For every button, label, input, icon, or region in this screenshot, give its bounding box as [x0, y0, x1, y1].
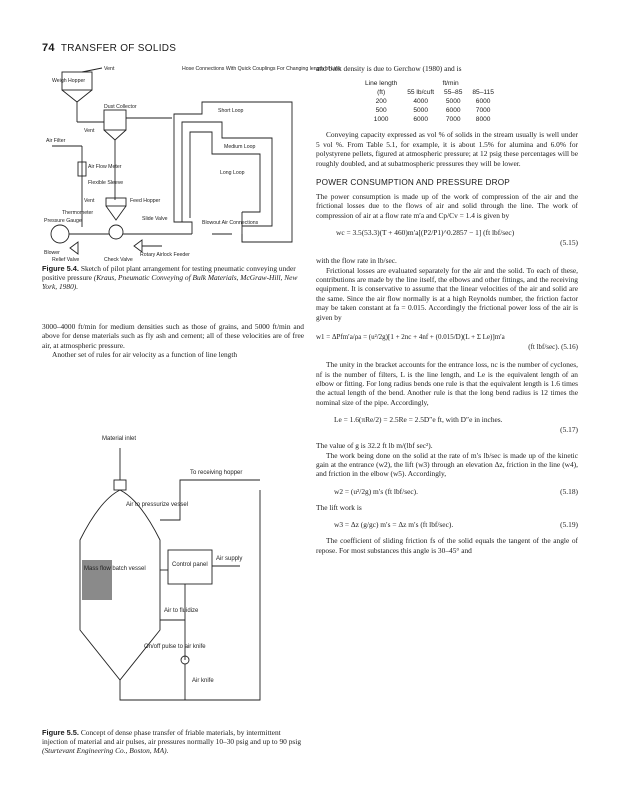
- table-subheader: 55–85: [444, 89, 463, 97]
- table-row: 1000 6000 7000 8000: [373, 116, 491, 124]
- table-header-ft: (ft): [377, 89, 386, 97]
- label-weigh-hopper: Weigh Hopper: [52, 78, 86, 84]
- running-title: TRANSFER OF SOLIDS: [60, 43, 177, 54]
- label-to-receiving-hopper: To receiving hopper: [190, 470, 243, 476]
- equation-5-15: wc = 3.5(53.3)(T + 460)m′a[(P2/P1)^0.2857 − 1] (ft lbf/sec) (5.15): [336, 228, 578, 248]
- label-thermometer: Thermometer: [62, 210, 94, 216]
- label-blowout-air: Blowout Air Connections: [202, 220, 259, 226]
- label-rotary-feeder: Rotary Airlock Feeder: [140, 252, 190, 258]
- right-column: [316, 64, 578, 555]
- equation-5-18: w2 = (u²/2g) m′s (ft lbf/sec). (5.18): [334, 486, 578, 496]
- pilot-plant-diagram: [42, 62, 341, 263]
- label-feed-hopper: Feed Hopper: [130, 198, 161, 204]
- label-air-knife: Air knife: [192, 678, 214, 684]
- label-slide-valve: Slide Valve: [142, 216, 168, 222]
- table-header-ftmin: ft/min: [442, 80, 459, 88]
- dense-phase-diagram: [60, 430, 290, 720]
- label-flexible-sleeve: Flexible Sleeve: [88, 180, 124, 186]
- equation-5-16: w1 = ΔPfm′a/ρa = (u²/2g)[1 + 2nc + 4nf + (0.015/D)(L + Σ Le)]m′a (ft lbf/sec). (5.16): [316, 333, 578, 352]
- paragraph-velocities: 3000–4000 ft/min for medium densities such as those of grains, and 5000 ft/min and above for dense materials such as fly ash and cement; all of these velocities are of free air, at atmospheric pressure.: [42, 322, 304, 350]
- label-relief-valve: Relief Valve: [52, 257, 80, 263]
- figure-5-5: [60, 430, 290, 720]
- label-air-supply: Air supply: [216, 556, 243, 562]
- table-row: 200 4000 5000 6000: [375, 98, 491, 106]
- paragraph-friction: Frictional losses are evaluated separately for the air and the solid. To each of these, contributions are made by the line itself, the elbows and other fittings, and the receiving equipment. It is conservative to assume that the linear velocities of the air and solid are the same. Since the air flow normally is at a high Reynolds number, the friction factor may be taken constant at fa = 0.015. Accordingly the frictional power loss of the air is given by: [316, 265, 578, 322]
- figure-5-4-caption: Figure 5.4. Sketch of pilot plant arrangement for testing pneumatic conveying under positive pressure (Kraus, Pneumatic Conveying of Bulk Materials, McGraw-Hill, New York, 1980).: [42, 264, 298, 291]
- label-vent-top: Vent: [104, 66, 115, 72]
- paragraph-another-set: Another set of rules for air velocity as a function of line length: [52, 350, 238, 360]
- label-blower: Blower: [44, 250, 60, 256]
- label-air-filter: Air Filter: [46, 138, 66, 144]
- label-pressure-gauge: Pressure Gauge: [44, 218, 82, 224]
- label-check-valve: Check Valve: [104, 257, 133, 263]
- paragraph-work: The work being done on the solid at the rate of m′s lb/sec is made up of the kinetic gain at the entrance (w2), the lift (w3) through an elevation Δz, friction in the line (w4), and friction in the elbow (w5). Accordingly,: [316, 450, 578, 479]
- table-row: 500 5000 6000 7000: [375, 107, 491, 115]
- label-short-loop: Short Loop: [218, 108, 244, 114]
- paragraph-g-value: The value of g is 32.2 ft lb m/(lbf sec²).: [316, 441, 433, 451]
- label-air-to-pressurize: Air to pressurize vessel: [126, 502, 189, 508]
- table-header-line-length: Line length: [365, 80, 398, 88]
- label-air-to-fluidize: Air to fluidize: [164, 608, 199, 614]
- label-long-loop: Long Loop: [220, 170, 245, 176]
- intro-line: and bulk density is due to Gerchow (1980) and is: [316, 64, 462, 73]
- paragraph-capacity: Conveying capacity expressed as vol % of solids in the stream usually is well under 5 vol %. From Table 5.1, for example, it is about 1.5% for alumina and 6.0% for polystyrene pellets, figured at atmospheric pressure; at 12 psig these percentages will be roughly doubled, and at subatmospheric pressures they will be lower.: [316, 130, 578, 168]
- velocity-table: [360, 79, 499, 124]
- label-material-inlet: Material inlet: [102, 436, 137, 442]
- paragraph-unity: The unity in the bracket accounts for the entrance loss, nc is the number of cyclones, nf is the number of filters, L is the line length, and Le is the equivalent length of an elbow or fitting. For long radius bends one rule is that the equivalent length is 1.6 times the actual length of the bend. Another rule is that the long bend radius is 12 times the nominal size of the pipe. Accordingly,: [316, 360, 578, 407]
- section-heading: POWER CONSUMPTION AND PRESSURE DROP: [316, 178, 510, 188]
- paragraph-lift: The lift work is: [316, 502, 362, 512]
- label-dust-collector: Dust Collector: [104, 104, 137, 110]
- label-hose-connections: Hose Connections With Quick Couplings For Changing length of Line: [182, 66, 341, 72]
- figure-5-5-caption: Figure 5.5. Concept of dense phase transfer of friable materials, by intermittent injection of material and air pulses, air pressures normally 10–30 psig and up to 90 psig (Sturtevant Engineering Co., Boston, MA).: [42, 728, 302, 755]
- table-subheader: 55 lb/cuft: [407, 89, 435, 97]
- label-vent-3: Vent: [84, 198, 95, 204]
- running-head: [42, 42, 176, 54]
- paragraph-flow-rate: with the flow rate in lb/sec.: [316, 256, 397, 266]
- label-mass-flow-vessel: Mass flow batch vessel: [84, 566, 146, 572]
- figure-5-4: [42, 62, 341, 263]
- paragraph-power: The power consumption is made up of the work of compression of the air and the frictional losses due to the flows of air and solid through the line. The work of compression of air at a flow rate m′a and Cp/Cv = 1.4 is given by: [316, 192, 578, 220]
- equation-5-19: w3 = Δz (g/gc) m′s = Δz m′s (ft lbf/sec). (5.19): [334, 520, 578, 530]
- equation-5-17: Le = 1.6(πRe/2) = 2.5Re = 2.5D″e ft, with D″e in inches. (5.17): [334, 415, 578, 435]
- table-subheader: 85–115: [472, 89, 494, 97]
- page-number: 74: [42, 42, 55, 54]
- label-medium-loop: Medium Loop: [224, 144, 256, 150]
- label-control-panel: Control panel: [172, 562, 208, 568]
- label-vent-2: Vent: [84, 128, 95, 134]
- paragraph-coefficient: The coefficient of sliding friction fs of the solid equals the tangent of the angle of repose. For most substances this angle is 30–45° and: [316, 536, 578, 555]
- left-column-text: [42, 322, 304, 360]
- label-on-off-pulse: On/off pulse to air knife: [144, 644, 206, 650]
- label-air-flow-meter: Air Flow Meter: [88, 164, 122, 170]
